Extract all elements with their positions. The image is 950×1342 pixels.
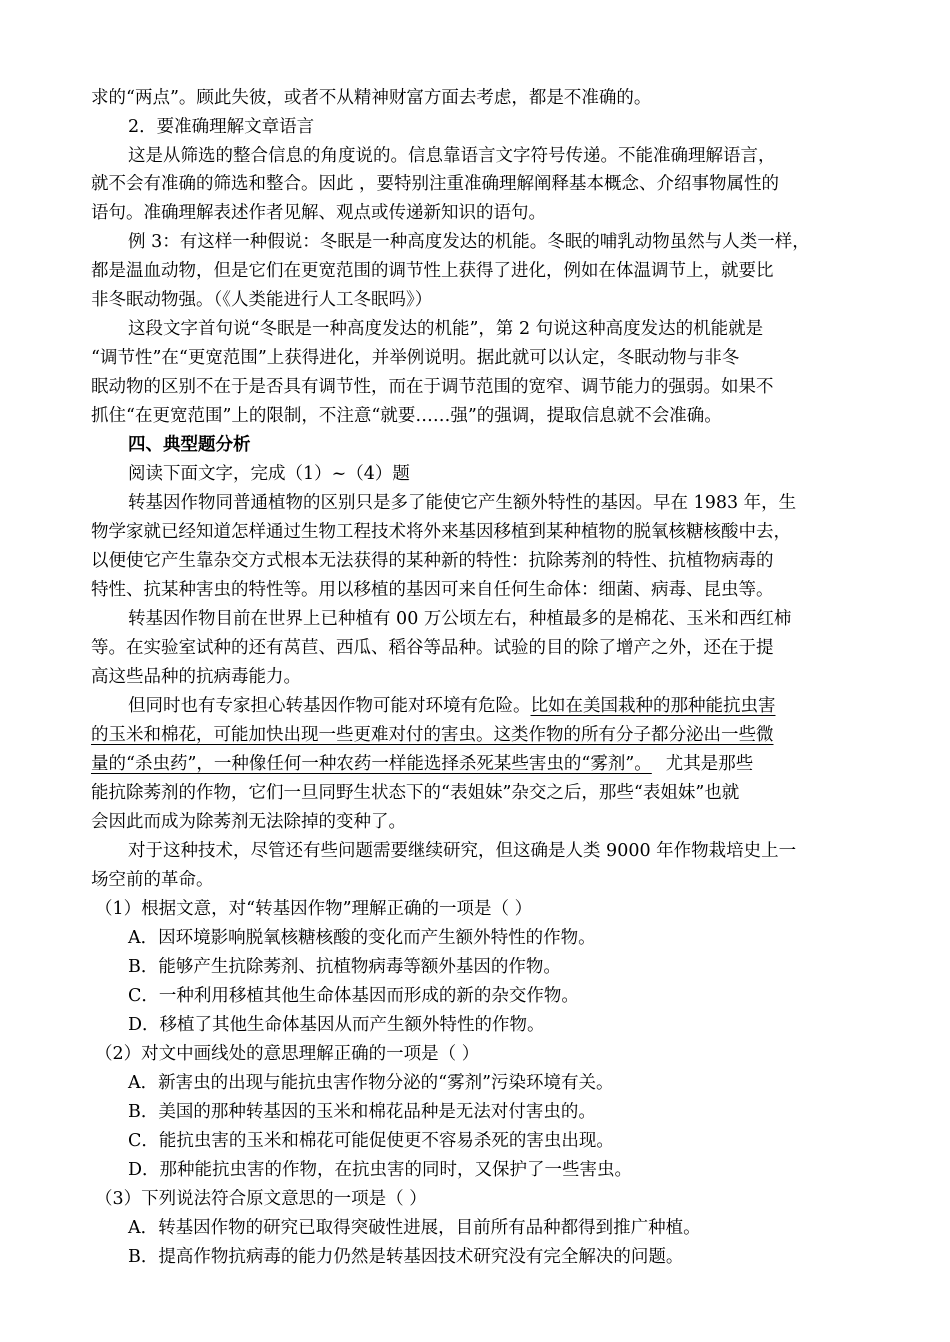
passage-line: 特性、抗某种害虫的特性等。用以移植的基因可来自任何生命体：细菌、病毒、昆虫等。 <box>91 580 774 600</box>
passage-line <box>128 692 776 720</box>
question-1: （1）根据文意，对“转基因作物”理解正确的一项是（ ） <box>95 899 533 919</box>
paragraph-line: 这是从筛选的整合信息的角度说的。信息靠语言文字符号传递。不能准确理解语言， <box>128 146 776 166</box>
question-2-option-b: B．美国的那种转基因的玉米和棉花品种是无法对付害虫的。 <box>128 1102 596 1122</box>
paragraph-line: “调节性”在“更宽范围”上获得进化，并举例说明。据此就可以认定，冬眠动物与非冬 <box>91 348 740 368</box>
question-3-option-b: B．提高作物抗病毒的能力仍然是转基因技术研究没有完全解决的问题。 <box>128 1247 684 1267</box>
example-line: 非冬眠动物强。（《人类能进行人工冬眠吗》） <box>91 290 433 310</box>
instruction-line: 阅读下面文字，完成（1）~（4）题 <box>128 464 410 484</box>
paragraph-line: 眠动物的区别不在于是否具有调节性，而在于调节范围的宽窄、调节能力的强弱。如果不 <box>91 377 774 397</box>
passage-line: 转基因作物目前在世界上已种植有 00 万公顷左右，种植最多的是棉花、玉米和西红柿 <box>128 609 792 629</box>
passage-line: 对于这种技术，尽管还有些问题需要继续研究，但这确是人类 9000 年作物栽培史上一 <box>128 841 797 861</box>
passage-line: 转基因作物同普通植物的区别只是多了能使它产生额外特性的基因。早在 1983 年，生 <box>128 493 797 513</box>
example-line: 都是温血动物，但是它们在更宽范围的调节性上获得了进化，例如在体温调节上，就要比 <box>91 261 774 281</box>
paragraph-line: 抓住“在更宽范围”上的限制，不注意“就要……强”的强调，提取信息就不会准确。 <box>91 406 722 426</box>
passage-text: 但同时也有专家担心转基因作物可能对环境有危险。 <box>128 696 531 716</box>
passage-line: 能抗除莠剂的作物，它们一旦同野生状态下的“表姐妹”杂交之后，那些“表姐妹”也就 <box>91 783 740 803</box>
passage-line <box>91 750 753 778</box>
underlined-text: 比如在美国栽种的那种能抗虫害 <box>530 696 776 716</box>
question-2-option-d: D．那种能抗虫害的作物，在抗虫害的同时，又保护了一些害虫。 <box>128 1160 633 1180</box>
question-1-option-a: A．因环境影响脱氧核糖核酸的变化而产生额外特性的作物。 <box>128 928 596 948</box>
section-heading: 四、典型题分析 <box>128 435 251 455</box>
passage-line: 等。在实验室试种的还有莴苣、西瓜、稻谷等品种。试验的目的除了增产之外，还在于提 <box>91 638 774 658</box>
paragraph-line: 求的“两点”。顾此失彼，或者不从精神财富方面去考虑，都是不准确的。 <box>91 88 652 108</box>
paragraph-line: 语句。准确理解表述作者见解、观点或传递新知识的语句。 <box>91 203 546 223</box>
passage-line: 会因此而成为除莠剂无法除掉的变种了。 <box>91 812 406 832</box>
passage-text: 尤其是那些 <box>665 754 754 774</box>
question-1-option-b: B．能够产生抗除莠剂、抗植物病毒等额外基因的作物。 <box>128 957 561 977</box>
underlined-text: 量的“杀虫药”，一种像任何一种农药一样能选择杀死某些害虫的“雾剂”。 <box>91 754 652 774</box>
passage-line: 以便使它产生靠杂交方式根本无法获得的某种新的特性：抗除莠剂的特性、抗植物病毒的 <box>91 551 774 571</box>
paragraph-line: 这段文字首句说“冬眠是一种高度发达的机能”，第 2 句说这种高度发达的机能就是 <box>128 319 764 339</box>
paragraph-line: 就不会有准确的筛选和整合。因此 ，要特别注重准确理解阐释基本概念、介绍事物属性的 <box>91 174 780 194</box>
passage-line: 物学家就已经知道怎样通过生物工程技术将外来基因移植到某种植物的脱氧核糖核酸中去， <box>91 522 791 542</box>
question-2-option-c: C．能抗虫害的玉米和棉花可能促使更不容易杀死的害虫出现。 <box>128 1131 614 1151</box>
question-2-option-a: A．新害虫的出现与能抗虫害作物分泌的“雾剂”污染环境有关。 <box>128 1073 614 1093</box>
passage-line: 场空前的革命。 <box>91 870 214 890</box>
question-3: （3）下列说法符合原文意思的一项是（ ） <box>95 1189 427 1209</box>
question-2: （2）对文中画线处的意思理解正确的一项是（ ） <box>95 1044 480 1064</box>
underlined-line: 的玉米和棉花，可能加快出现一些更难对付的害虫。这类作物的所有分子都分泌出一些微 <box>91 725 774 745</box>
passage-line: 高这些品种的抗病毒能力。 <box>91 667 301 687</box>
example-line: 例 3：有这样一种假说：冬眠是一种高度发达的机能。冬眠的哺乳动物虽然与人类一样， <box>128 232 810 252</box>
section-heading: 2．要准确理解文章语言 <box>128 117 315 137</box>
question-1-option-d: D．移植了其他生命体基因从而产生额外特性的作物。 <box>128 1015 545 1035</box>
question-1-option-c: C．一种利用移植其他生命体基因而形成的新的杂交作物。 <box>128 986 579 1006</box>
question-3-option-a: A．转基因作物的研究已取得突破性进展，目前所有品种都得到推广种植。 <box>128 1218 701 1238</box>
